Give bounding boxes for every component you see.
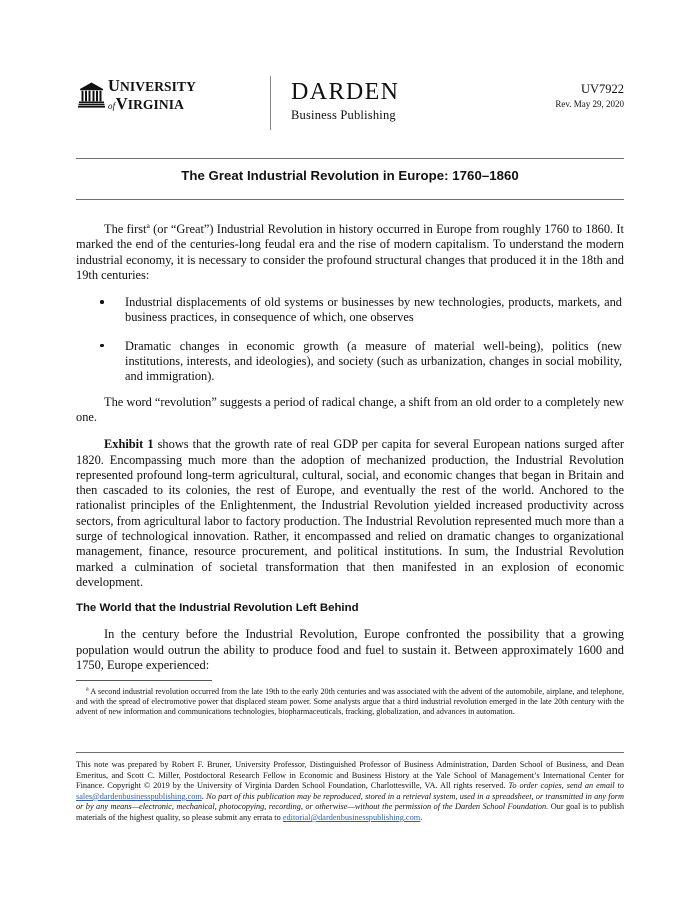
colophon-separator-rule bbox=[76, 752, 624, 753]
uva-v-cap: V bbox=[115, 93, 128, 113]
paragraph-revolution-definition: The word “revolution” suggests a period of radical change, a shift from an old order to a completely new one. bbox=[76, 394, 624, 424]
paragraph-exhibit-rest: shows that the growth rate of real GDP per capita for several European nations surged after 1820. Encompassing much more than the adoption of mechanized production, the Industrial Revolution represented profound long-term agricultural, cultural, social, and economic changes that began in Britain and then cascaded to its colonies, the rest of Europe, and eventually the rest of the world. Anchored to the rationalist principles of the Enlightenment, the Industrial Revolution yielded increased productivity across sectors, from agricultural labor to factory production. The Industrial Revolution represented much more than a surge of technological innovation. Rather, it encompassed and relied on dramatic changes to organizational management, finance, resource procurement, and political institutions. In sum, the Industrial Revolution marked a culmination of societal transformation that then manifested in an explosion of economic development. bbox=[76, 437, 625, 589]
uva-university-rest: NIVERSITY bbox=[120, 79, 196, 94]
page-header bbox=[76, 78, 624, 128]
uva-u-cap: U bbox=[108, 76, 121, 95]
bullet-dot-icon bbox=[100, 344, 104, 348]
list-item bbox=[76, 295, 624, 326]
footnote-separator-rule bbox=[76, 680, 212, 681]
editorial-email-link[interactable]: editorial@dardenbusinesspublishing.com bbox=[282, 812, 421, 822]
paragraph-intro-post: (or “Great”) Industrial Revolution in history occurred in Europe from roughly 1760 to 1860. It marked the end of the centuries-long feudal era and the rise of modern capitalism. To understand the modern industrial economy, it is necessary to consider the profound structural changes that produced it in the 18th and 19th centuries: bbox=[76, 222, 625, 282]
section-heading: The World that the Industrial Revolution Left Behind bbox=[76, 602, 359, 615]
footnote-text bbox=[76, 687, 624, 718]
document-id: UV7922 bbox=[580, 82, 624, 96]
uva-brand-lockup bbox=[78, 78, 196, 112]
uva-virginia-rest: IRGINIA bbox=[127, 96, 184, 112]
list-item bbox=[76, 339, 624, 385]
darden-subtitle: Business Publishing bbox=[291, 108, 396, 123]
uva-wordmark-line-virginia bbox=[108, 93, 196, 113]
list-item-text: Industrial displacements of old systems or businesses by new technologies, products, markets, and business practices, in consequence of which, one observes bbox=[125, 295, 622, 325]
colophon-area bbox=[76, 752, 624, 824]
footnote-body: A second industrial revolution occurred from the late 19th to the early 20th centuries and was associated with the advent of the automobile, airplane, and telephone, and with the spread of electromotive power that displaced steam power. Some analysts argue that a third industrial revolution emerged in the late 20th century with the advent of new information and communications technologies, biopharmaceuticals, fracking, globalization, and advances in automation. bbox=[76, 687, 624, 717]
page-title: The Great Industrial Revolution in Europe: 1760–1860 bbox=[181, 168, 519, 183]
sales-email-link[interactable]: sales@dardenbusinesspublishing.com bbox=[76, 791, 202, 801]
document-revision-date: Rev. May 29, 2020 bbox=[555, 98, 624, 109]
list-item-text: Dramatic changes in economic growth (a measure of material well-being), politics (new institutions, interests, and ideologies), and society (such as urbanization, changes in social mobility, and immigration). bbox=[125, 338, 622, 384]
paragraph-pre-revolution-world: In the century before the Industrial Revolution, Europe confronted the possibility that a growing population would outrun the ability to produce food and fuel to sustain it. Between approximately 1600 and 1750, Europe experienced: bbox=[76, 627, 624, 672]
colophon-errata-lead: Our goal is to publish materials of the highest quality, so please submit any errata to bbox=[76, 802, 624, 822]
bullet-dot-icon bbox=[100, 300, 104, 304]
footnote-marker-a: a bbox=[146, 220, 150, 230]
paragraph-intro bbox=[76, 222, 624, 283]
darden-name: DARDEN bbox=[291, 79, 400, 105]
title-rule-top bbox=[76, 158, 624, 159]
uva-wordmark-line-university bbox=[108, 78, 196, 95]
bullet-list bbox=[76, 295, 624, 384]
paragraph-intro-pre: The first bbox=[104, 222, 147, 236]
footnote-marker: a bbox=[86, 686, 89, 693]
paragraph-exhibit-discussion bbox=[76, 437, 624, 590]
document-body bbox=[76, 222, 624, 685]
exhibit-reference: Exhibit 1 bbox=[104, 437, 154, 452]
uva-of-text: of bbox=[108, 100, 116, 111]
uva-wordmark bbox=[108, 78, 196, 112]
colophon-attribution: This note was prepared by Robert F. Bruner, University Professor, Distinguished Professor of Business Administration, Darden School of Business, and Dean Emeritus, and Scott C. Miller, Postdoctoral Research Fellow in Economic and Business History at the Yale School of Management’s International Center for Finance. Copyright © 2019 by the University of Virginia Darden School Foundation, Charlottesville, VA. All rights reserved. bbox=[76, 760, 624, 791]
brand-divider bbox=[270, 76, 271, 130]
document-meta bbox=[555, 82, 624, 110]
rotunda-icon bbox=[78, 82, 105, 108]
footnote-area bbox=[76, 680, 624, 718]
colophon-order-notice: To order copies, send an email to bbox=[508, 781, 624, 791]
darden-brand bbox=[291, 80, 399, 123]
colophon-text bbox=[76, 760, 624, 824]
colophon-rights-notice: . No part of this publication may be reproduced, stored in a retrieval system, used in a spreadsheet, or transmitted in any form or by any means—electronic, mechanical, photocopying, recording, or otherwise—without the permission of the Darden School Foundation. bbox=[76, 791, 624, 812]
title-rule-bottom bbox=[76, 199, 624, 200]
colophon-period: . bbox=[420, 812, 423, 822]
